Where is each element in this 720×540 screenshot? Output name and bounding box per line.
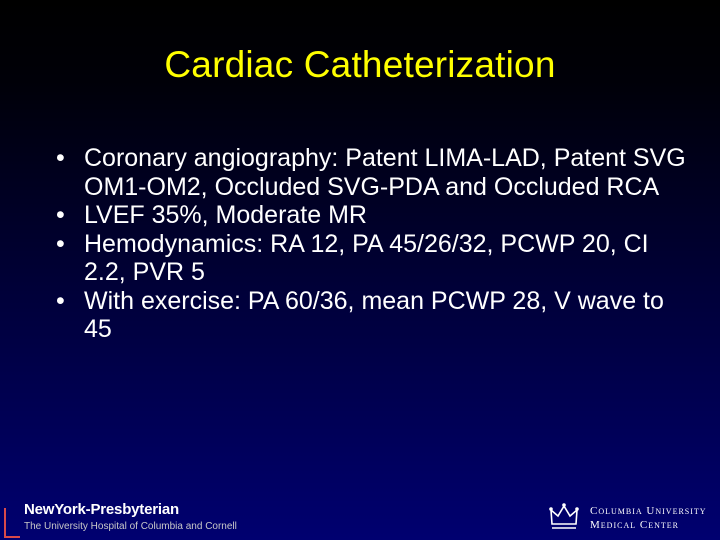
bullet-text: LVEF 35%, Moderate MR — [84, 201, 367, 229]
bullet-dot: • — [56, 144, 65, 172]
slide-title: Cardiac Catheterization — [164, 44, 556, 85]
bullet-item — [56, 201, 686, 230]
columbia-logo-line2: Medical Center — [590, 519, 679, 531]
bullet-text: Hemodynamics: RA 12, PA 45/26/32, PCWP 20, CI 2.2, PVR 5 — [84, 229, 649, 286]
nyp-logo-mark — [4, 508, 20, 538]
bullet-dot: • — [56, 229, 65, 258]
columbia-logo-line1: Columbia University — [590, 505, 707, 517]
bullet-dot: • — [56, 201, 65, 229]
bullet-list — [56, 144, 686, 344]
bullet-item — [56, 230, 686, 287]
bullet-text: Coronary angiography: Patent LIMA-LAD, Patent SVG OM1-OM2, Occluded SVG-PDA and Occluded RCA — [84, 144, 686, 201]
bullet-text: With exercise: PA 60/36, mean PCWP 28, V wave to 45 — [84, 286, 664, 343]
crown-icon — [548, 502, 580, 532]
nyp-logo-subtitle: The University Hospital of Columbia and Cornell — [24, 521, 237, 532]
bullet-item — [56, 144, 686, 201]
bullet-item — [56, 287, 686, 344]
nyp-logo-name: NewYork-Presbyterian — [24, 501, 179, 518]
bullet-dot: • — [56, 286, 65, 315]
